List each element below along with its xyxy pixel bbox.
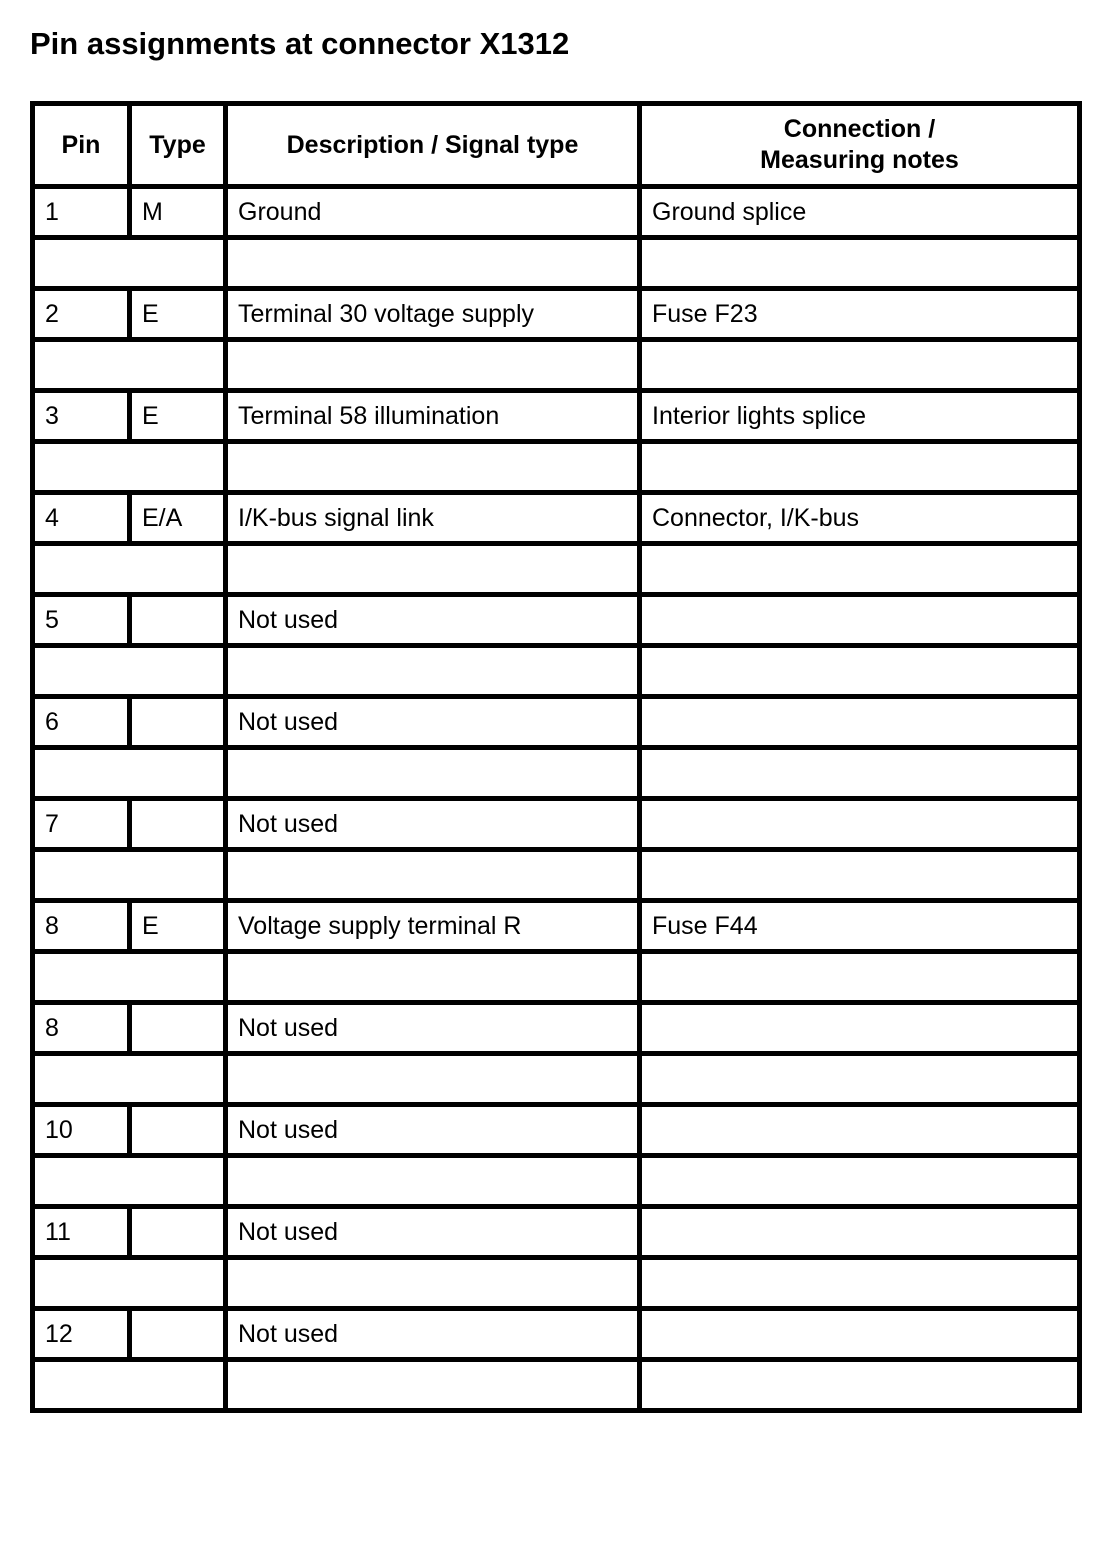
cell-pin: 1 xyxy=(33,187,130,238)
cell-type: E xyxy=(130,901,226,952)
spacer-cell xyxy=(226,850,640,901)
cell-connection xyxy=(640,799,1080,850)
spacer-row xyxy=(33,1258,1080,1309)
pin-assignment-table xyxy=(30,101,1082,1413)
spacer-row xyxy=(33,238,1080,289)
spacer-row xyxy=(33,1360,1080,1411)
spacer-cell xyxy=(33,238,226,289)
spacer-cell xyxy=(226,1156,640,1207)
cell-type: E/A xyxy=(130,493,226,544)
table-row xyxy=(33,1105,1080,1156)
cell-connection xyxy=(640,1003,1080,1054)
cell-description: Not used xyxy=(226,1309,640,1360)
spacer-cell xyxy=(226,1258,640,1309)
spacer-cell xyxy=(33,1258,226,1309)
cell-pin: 12 xyxy=(33,1309,130,1360)
cell-pin: 3 xyxy=(33,391,130,442)
cell-type: M xyxy=(130,187,226,238)
spacer-row xyxy=(33,340,1080,391)
header-connection-line1: Connection / xyxy=(783,115,936,143)
cell-pin: 11 xyxy=(33,1207,130,1258)
cell-description: Voltage supply terminal R xyxy=(226,901,640,952)
cell-description: Not used xyxy=(226,799,640,850)
spacer-cell xyxy=(33,340,226,391)
table-row xyxy=(33,1003,1080,1054)
spacer-row xyxy=(33,1156,1080,1207)
spacer-row xyxy=(33,850,1080,901)
spacer-cell xyxy=(226,1360,640,1411)
spacer-cell xyxy=(226,544,640,595)
spacer-row xyxy=(33,1054,1080,1105)
spacer-cell xyxy=(226,748,640,799)
cell-description: Not used xyxy=(226,1105,640,1156)
spacer-cell xyxy=(33,1054,226,1105)
spacer-cell xyxy=(226,952,640,1003)
cell-type xyxy=(130,697,226,748)
spacer-cell xyxy=(640,1360,1080,1411)
spacer-cell xyxy=(640,544,1080,595)
spacer-cell xyxy=(640,340,1080,391)
spacer-cell xyxy=(640,1258,1080,1309)
cell-type xyxy=(130,595,226,646)
table-row xyxy=(33,289,1080,340)
cell-type xyxy=(130,1105,226,1156)
cell-type xyxy=(130,799,226,850)
cell-connection xyxy=(640,1309,1080,1360)
cell-description: Terminal 58 illumination xyxy=(226,391,640,442)
spacer-cell xyxy=(226,340,640,391)
cell-description: Terminal 30 voltage supply xyxy=(226,289,640,340)
spacer-cell xyxy=(33,442,226,493)
page-title: Pin assignments at connector X1312 xyxy=(30,26,570,61)
cell-connection xyxy=(640,595,1080,646)
header-description: Description / Signal type xyxy=(226,104,640,187)
table-row xyxy=(33,1309,1080,1360)
spacer-cell xyxy=(640,238,1080,289)
table-row xyxy=(33,595,1080,646)
spacer-row xyxy=(33,646,1080,697)
table-row xyxy=(33,901,1080,952)
cell-description: Not used xyxy=(226,1003,640,1054)
cell-pin: 5 xyxy=(33,595,130,646)
cell-description: Not used xyxy=(226,697,640,748)
spacer-cell xyxy=(640,442,1080,493)
spacer-cell xyxy=(226,1054,640,1105)
cell-type: E xyxy=(130,391,226,442)
cell-type xyxy=(130,1003,226,1054)
header-row xyxy=(33,104,1080,187)
cell-connection: Fuse F44 xyxy=(640,901,1080,952)
spacer-row xyxy=(33,748,1080,799)
header-connection xyxy=(640,104,1080,187)
cell-pin: 6 xyxy=(33,697,130,748)
spacer-cell xyxy=(33,1360,226,1411)
spacer-cell xyxy=(226,442,640,493)
spacer-row xyxy=(33,442,1080,493)
spacer-cell xyxy=(640,646,1080,697)
spacer-cell xyxy=(640,952,1080,1003)
spacer-cell xyxy=(640,1054,1080,1105)
cell-description: Ground xyxy=(226,187,640,238)
table-row xyxy=(33,697,1080,748)
cell-connection xyxy=(640,1105,1080,1156)
header-pin: Pin xyxy=(33,104,130,187)
cell-description: I/K-bus signal link xyxy=(226,493,640,544)
table-row xyxy=(33,187,1080,238)
spacer-cell xyxy=(226,238,640,289)
cell-connection: Fuse F23 xyxy=(640,289,1080,340)
spacer-cell xyxy=(640,1156,1080,1207)
cell-pin: 7 xyxy=(33,799,130,850)
header-type: Type xyxy=(130,104,226,187)
spacer-row xyxy=(33,952,1080,1003)
cell-connection xyxy=(640,697,1080,748)
cell-pin: 4 xyxy=(33,493,130,544)
spacer-cell xyxy=(33,850,226,901)
spacer-cell xyxy=(33,1156,226,1207)
cell-type xyxy=(130,1207,226,1258)
cell-pin: 2 xyxy=(33,289,130,340)
cell-type xyxy=(130,1309,226,1360)
cell-connection: Ground splice xyxy=(640,187,1080,238)
table-row xyxy=(33,799,1080,850)
cell-type: E xyxy=(130,289,226,340)
spacer-cell xyxy=(33,952,226,1003)
spacer-cell xyxy=(226,646,640,697)
cell-connection xyxy=(640,1207,1080,1258)
table-row xyxy=(33,1207,1080,1258)
cell-description: Not used xyxy=(226,1207,640,1258)
spacer-cell xyxy=(33,544,226,595)
cell-connection: Interior lights splice xyxy=(640,391,1080,442)
cell-description: Not used xyxy=(226,595,640,646)
table-row xyxy=(33,391,1080,442)
cell-pin: 8 xyxy=(33,901,130,952)
spacer-row xyxy=(33,544,1080,595)
cell-connection: Connector, I/K-bus xyxy=(640,493,1080,544)
header-connection-line2: Measuring notes xyxy=(760,146,959,174)
table-row xyxy=(33,493,1080,544)
cell-pin: 10 xyxy=(33,1105,130,1156)
cell-pin: 8 xyxy=(33,1003,130,1054)
spacer-cell xyxy=(640,850,1080,901)
spacer-cell xyxy=(33,646,226,697)
spacer-cell xyxy=(640,748,1080,799)
spacer-cell xyxy=(33,748,226,799)
